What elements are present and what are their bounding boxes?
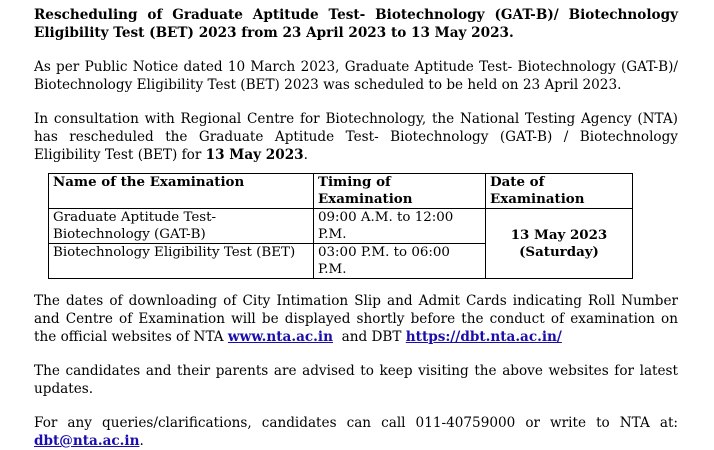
reschedule-end: . — [303, 147, 308, 163]
exam-name-cell: Biotechnology Eligibility Test (BET) — [49, 244, 314, 279]
contact-paragraph — [34, 414, 678, 450]
exam-timing-cell: 09:00 A.M. to 12:00 P.M. — [314, 209, 486, 244]
new-exam-date: 13 May 2023 — [205, 147, 304, 163]
exam-day: (Saturday) — [519, 243, 599, 260]
table-row — [49, 209, 633, 244]
reschedule-text: In consultation with Regional Centre for Biotechnology, the National Testing Agency (NTA) has rescheduled the Graduate Aptitude Test- Biotechnology (GAT-B) / Biotechnology Eligibility Test (BET) for — [34, 111, 678, 163]
reschedule-paragraph — [34, 110, 678, 164]
header-exam-name: Name of the Examination — [49, 174, 314, 209]
notice-title: Rescheduling of Graduate Aptitude Test- Biotechnology (GAT-B)/ Biotechnology Eligibility Test (BET) 2023 from 23 April 2023 to 13 May 2023. — [34, 7, 678, 41]
dbt-website-link[interactable]: https://dbt.nta.ac.in/ — [405, 329, 562, 345]
advice-paragraph: The candidates and their parents are advised to keep visiting the above websites for latest updates. — [34, 363, 678, 397]
admit-card-text: The dates of downloading of City Intimation Slip and Admit Cards indicating Roll Number and Centre of Examination will be displayed shortly before the conduct of examination on the official websites of NTA — [34, 293, 678, 345]
contact-end: . — [139, 433, 144, 449]
exam-date: 13 May 2023 — [510, 226, 608, 243]
exam-timing-cell: 03:00 P.M. to 06:00 P.M. — [314, 244, 486, 279]
exam-schedule-table — [48, 173, 633, 279]
nta-website-link[interactable]: www.nta.ac.in — [227, 329, 333, 345]
exam-name-cell: Graduate Aptitude Test- Biotechnology (GAT-B) — [49, 209, 314, 244]
admit-card-mid: and DBT — [332, 329, 406, 345]
header-timing: Timing of Examination — [314, 174, 486, 209]
table-header-row — [49, 174, 633, 209]
public-notice-paragraph: As per Public Notice dated 10 March 2023, Graduate Aptitude Test- Biotechnology (GAT-B)/ Biotechnology Eligibility Test (BET) 2023 was scheduled to be held on 23 April 2023. — [34, 59, 678, 93]
header-date: Date of Examination — [486, 174, 633, 209]
admit-card-paragraph — [34, 292, 678, 346]
contact-email-link[interactable]: dbt@nta.ac.in — [34, 433, 140, 449]
exam-date-cell — [486, 209, 633, 279]
contact-text: For any queries/clarifications, candidates can call 011-40759000 or write to NTA at: — [34, 415, 678, 431]
